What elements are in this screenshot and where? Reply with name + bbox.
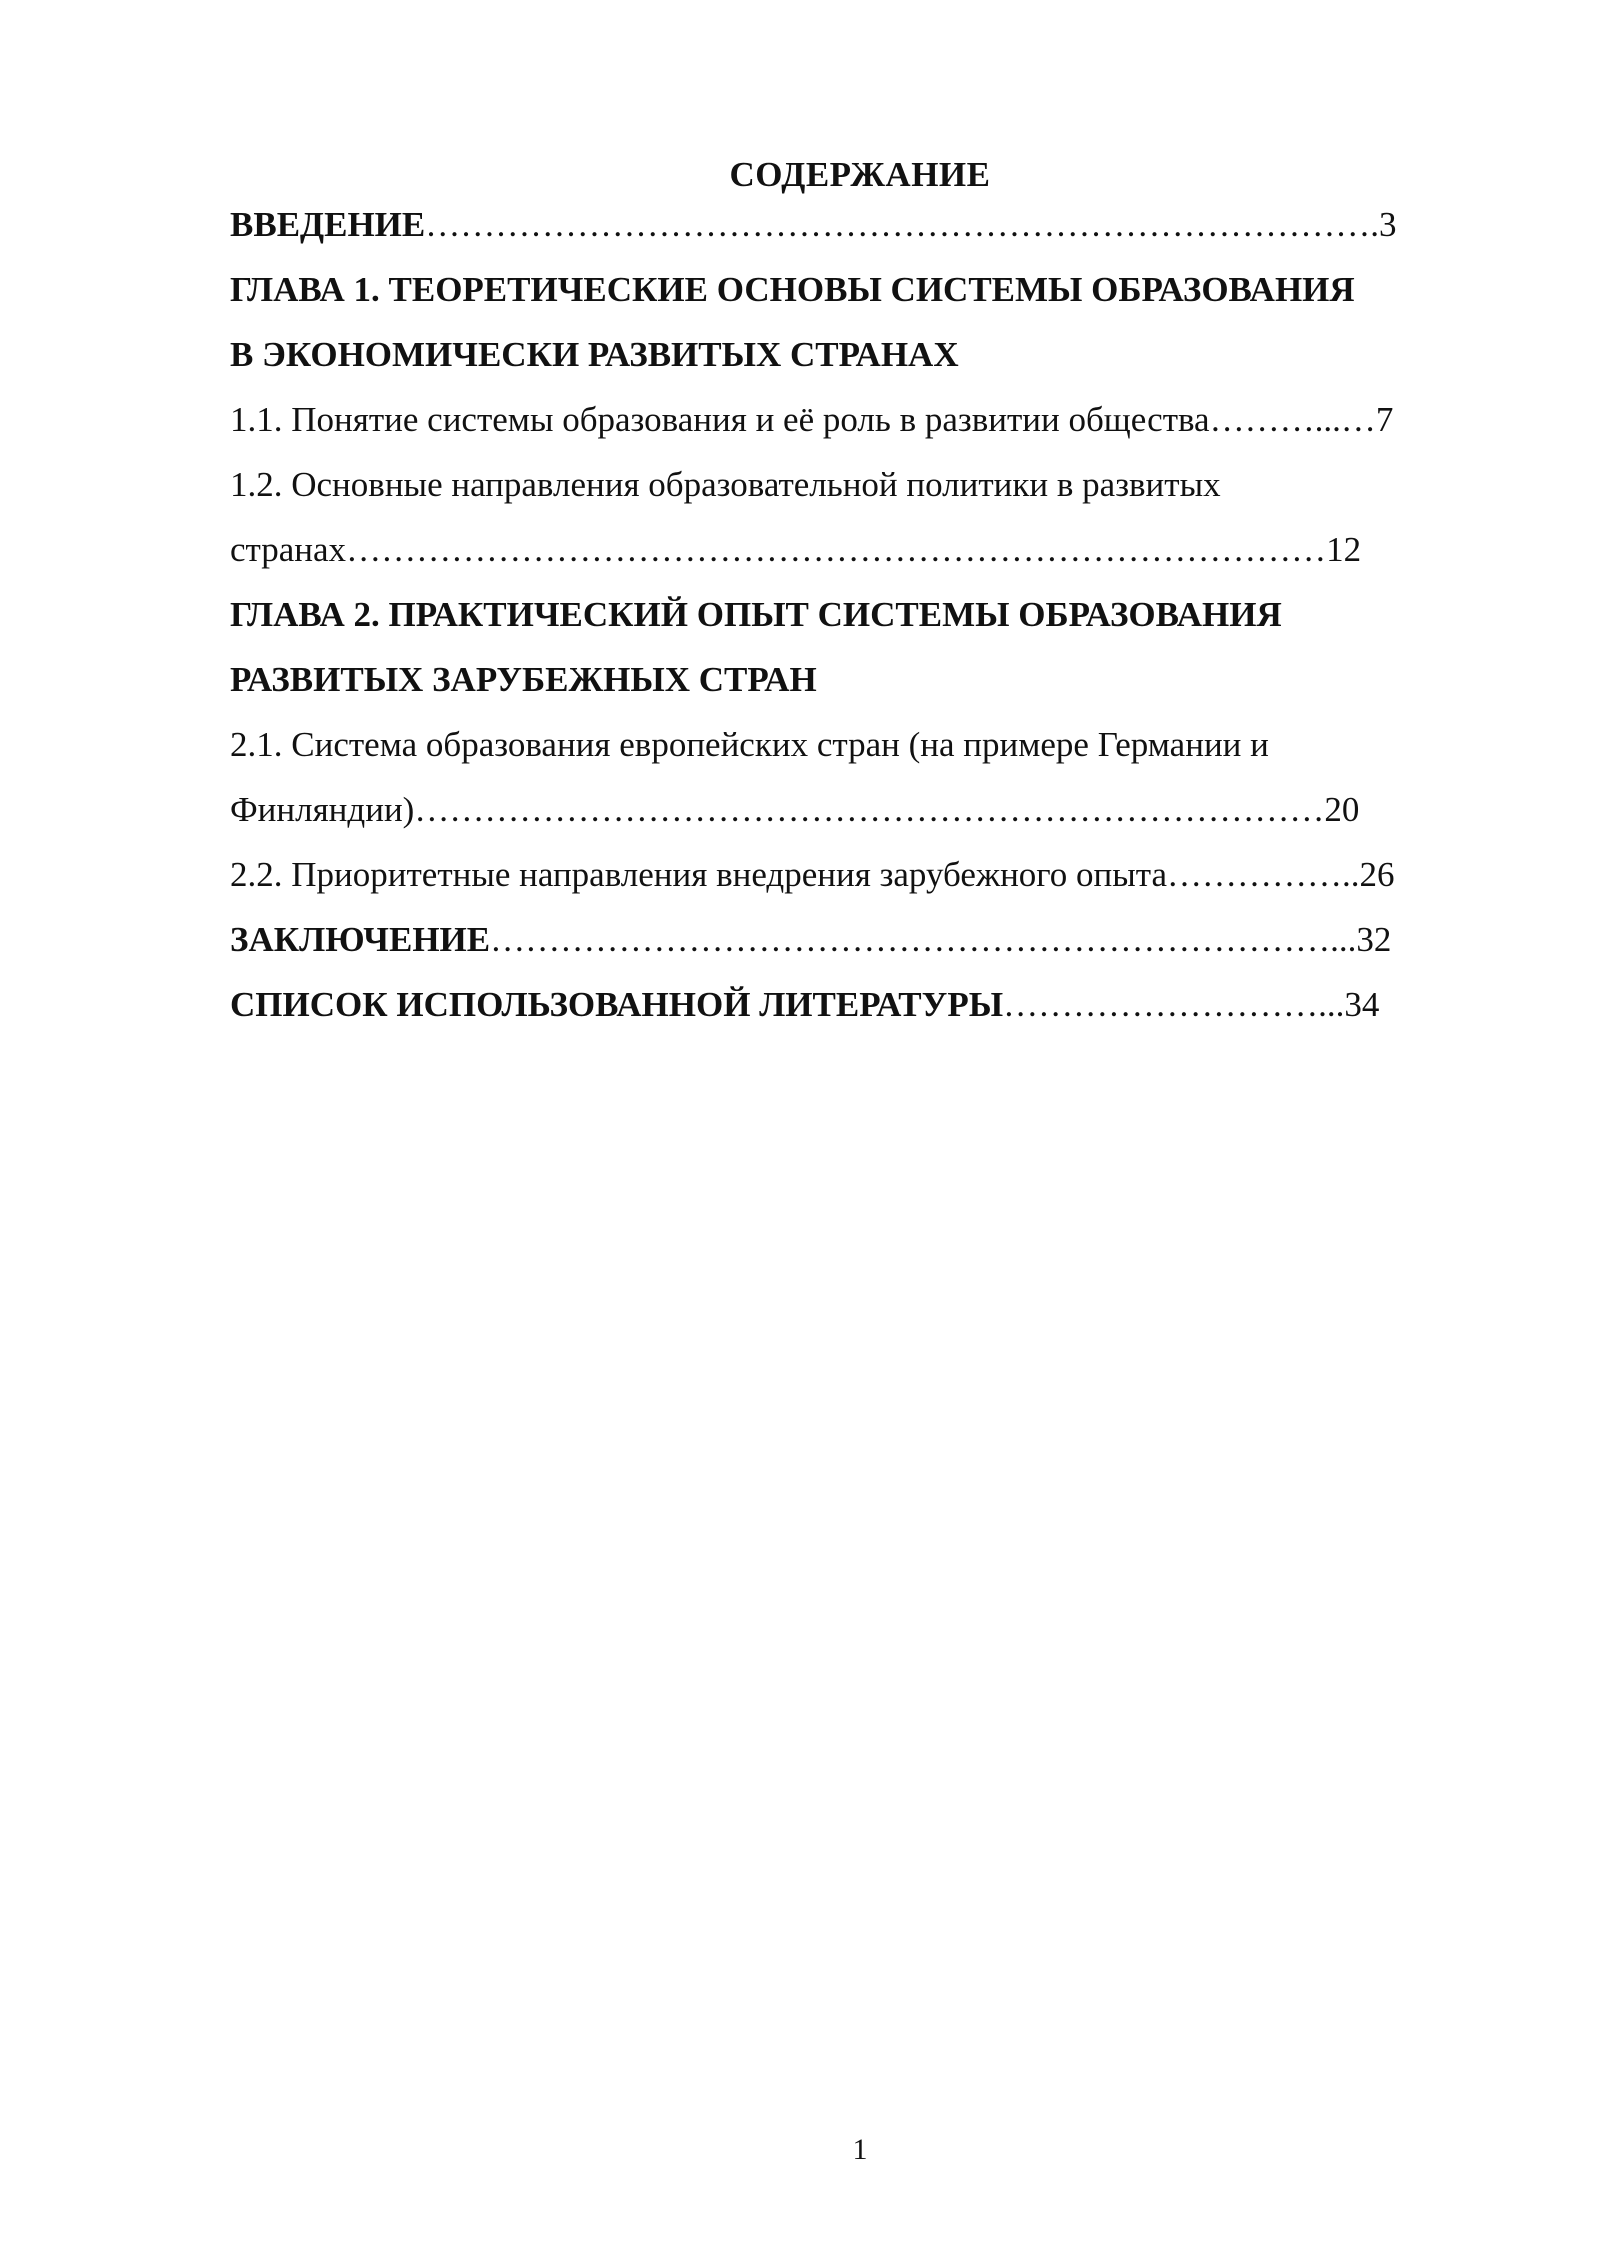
page-number: 1 bbox=[852, 2133, 868, 2166]
toc-dot-leader: ………...… bbox=[1209, 400, 1376, 439]
toc-chapter-title: ГЛАВА 1. ТЕОРЕТИЧЕСКИЕ ОСНОВЫ СИСТЕМЫ ОБРАЗОВАНИЯ bbox=[230, 270, 1355, 309]
toc-entry-section-2-1-line-1[interactable] bbox=[230, 720, 1490, 770]
toc-entry-title: 2.2. Приоритетные направления внедрения зарубежного опыта bbox=[230, 855, 1168, 894]
toc-page-number: 7 bbox=[1375, 400, 1394, 439]
toc-entry-title: 1.1. Понятие системы образования и её роль в развитии общества bbox=[230, 400, 1210, 439]
toc-chapter-1-line-2[interactable] bbox=[230, 330, 1490, 380]
toc-entry-section-1-2-line-1[interactable] bbox=[230, 460, 1490, 510]
toc-entry-title: ЗАКЛЮЧЕНИЕ bbox=[230, 920, 491, 959]
toc-chapter-title-continued: РАЗВИТЫХ ЗАРУБЕЖНЫХ СТРАН bbox=[230, 660, 817, 699]
toc-entry-bibliography[interactable] bbox=[230, 980, 1490, 1030]
toc-heading: СОДЕРЖАНИЕ bbox=[729, 155, 991, 194]
toc-page-number: 12 bbox=[1326, 530, 1362, 569]
toc-entry-title: ВВЕДЕНИЕ bbox=[230, 205, 426, 244]
toc-entry-section-1-2-line-2[interactable] bbox=[230, 525, 1490, 575]
toc-chapter-title: ГЛАВА 2. ПРАКТИЧЕСКИЙ ОПЫТ СИСТЕМЫ ОБРАЗОВАНИЯ bbox=[230, 595, 1282, 634]
toc-entry-title: СПИСОК ИСПОЛЬЗОВАННОЙ ЛИТЕРАТУРЫ bbox=[230, 985, 1004, 1024]
toc-page-number: 3 bbox=[1379, 205, 1397, 244]
toc-entry-section-2-2[interactable] bbox=[230, 850, 1490, 900]
toc-dot-leader: ………………………………………………………………... bbox=[490, 920, 1357, 959]
toc-dot-leader: …………………………………………………………………… bbox=[414, 790, 1325, 829]
toc-entry-conclusion[interactable] bbox=[230, 915, 1490, 965]
toc-entry-section-2-1-line-2[interactable] bbox=[230, 785, 1490, 835]
toc-dot-leader: ………………………………………………………………………… bbox=[346, 530, 1327, 569]
toc-page-number: 32 bbox=[1356, 920, 1392, 959]
toc-chapter-2-line-1[interactable] bbox=[230, 590, 1490, 640]
toc-page-number: 20 bbox=[1324, 790, 1360, 829]
toc-entry-title: 2.1. Система образования европейских стран (на примере Германии и bbox=[230, 725, 1269, 764]
toc-page-number: 26 bbox=[1359, 855, 1395, 894]
toc-chapter-2-line-2[interactable] bbox=[230, 655, 1490, 705]
toc-entry-title-continued: странах bbox=[230, 530, 347, 569]
toc-entry-title: 1.2. Основные направления образовательной политики в развитых bbox=[230, 465, 1221, 504]
toc-chapter-title-continued: В ЭКОНОМИЧЕСКИ РАЗВИТЫХ СТРАНАХ bbox=[230, 335, 959, 374]
toc-dot-leader: ………………………... bbox=[1003, 985, 1345, 1024]
toc-entry-introduction[interactable] bbox=[230, 200, 1490, 250]
toc-dot-leader: ………………………………………………………………………. bbox=[425, 205, 1380, 244]
toc-entry-title-continued: Финляндии) bbox=[230, 790, 415, 829]
toc-page-number: 34 bbox=[1344, 985, 1380, 1024]
toc-entry-section-1-1[interactable] bbox=[230, 395, 1490, 445]
toc-chapter-1-line-1[interactable] bbox=[230, 265, 1490, 315]
toc-dot-leader: …………….. bbox=[1167, 855, 1360, 894]
